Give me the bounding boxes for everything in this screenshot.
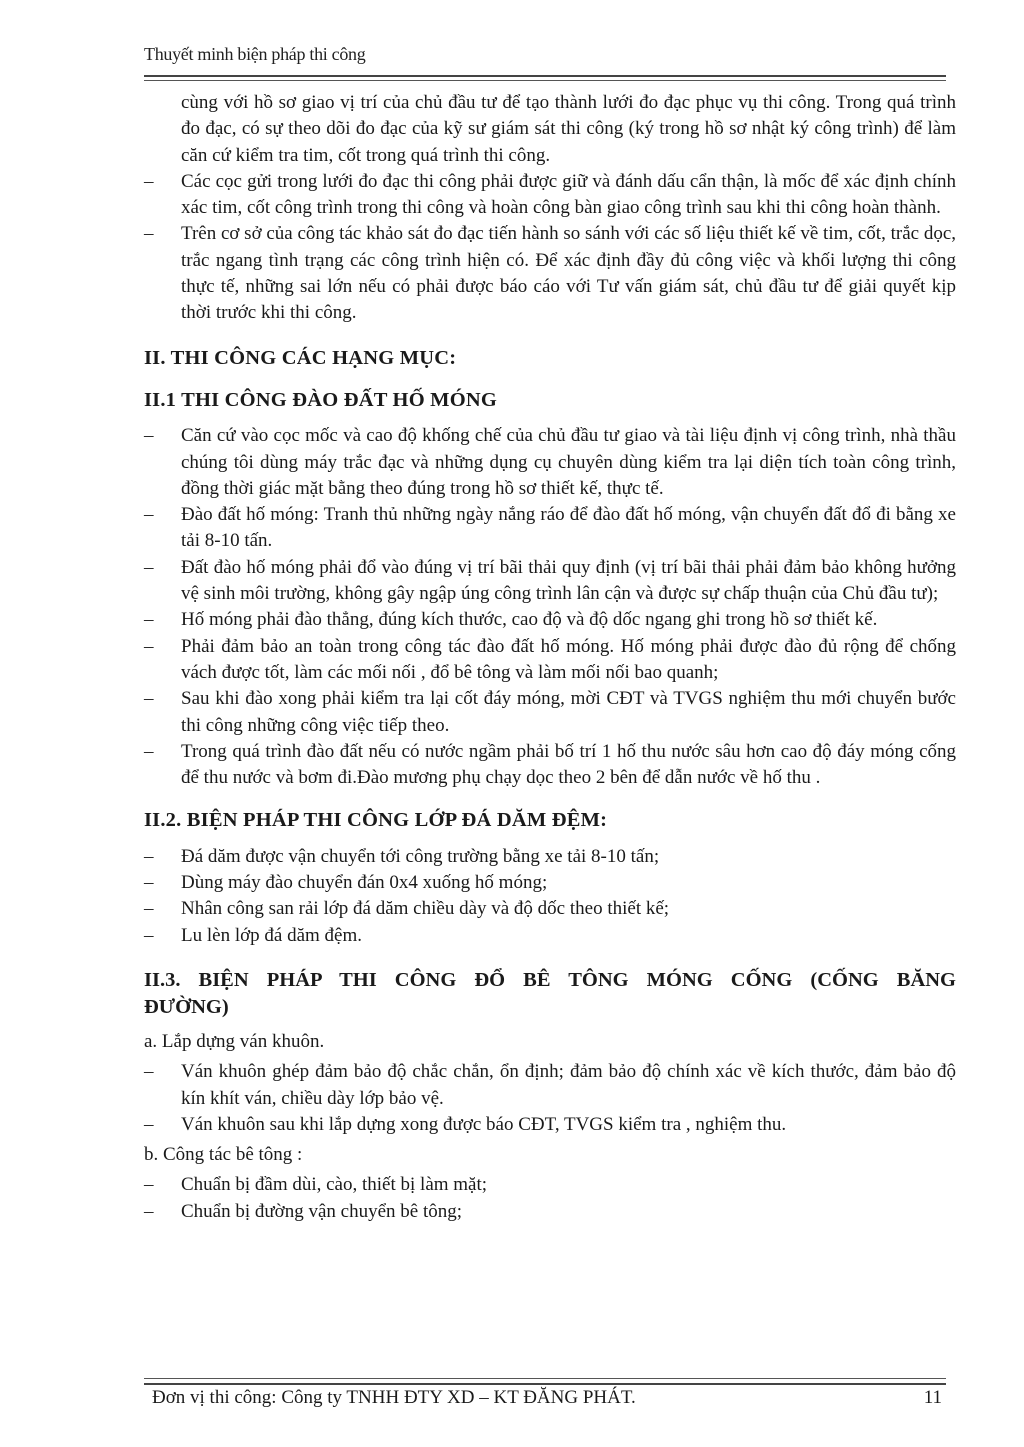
header-rule <box>144 75 946 77</box>
list-item: – Trong quá trình đào đất nếu có nước ngầm phải bố trí 1 hố thu nước sâu hơn cao độ đáy móng cống để thu nước và bơm đi.Đào mương phụ chạy dọc theo 2 bên để dẫn nước về hố thu . <box>144 740 956 789</box>
page-number: 11 <box>923 1387 942 1408</box>
list-item: – Nhân công san rải lớp đá dăm chiều dày và độ dốc theo thiết kế; <box>144 896 956 922</box>
bullet-dash: – <box>144 924 154 946</box>
document-body <box>144 90 956 1225</box>
section-heading: II.2. BIỆN PHÁP THI CÔNG LỚP ĐÁ DĂM ĐỆM: <box>144 809 608 832</box>
subsection-label: b. Công tác bê tông : <box>144 1144 303 1166</box>
intro-paragraph: cùng với hồ sơ giao vị trí của chủ đầu tư để tạo thành lưới đo đạc phục vụ thi công. Trong quá trình đo đạc, có sự theo dõi đo đạc của kỹ sư giám sát thi công (ký trong hồ sơ nhật ký công trình) để làm căn cứ kiểm tra tim, cốt trong quá trình thi công. <box>181 92 956 166</box>
bullet-dash: – <box>144 425 154 447</box>
list-item: – Chuẩn bị đầm dùi, cào, thiết bị làm mặt; <box>144 1172 956 1198</box>
list-item: – Sau khi đào xong phải kiểm tra lại cốt đáy móng, mời CĐT và TVGS nghiệm thu mới chuyển bước thi công những công việc tiếp theo. <box>144 688 956 736</box>
bullet-dash: – <box>144 740 154 762</box>
bullet-dash: – <box>144 688 154 710</box>
list-item: – Đào đất hố móng: Tranh thủ những ngày nắng ráo để đào đất hố móng, vận chuyển đất đổ đi bằng xe tải 8-10 tấn. <box>144 504 956 552</box>
bullet-dash: – <box>144 556 154 578</box>
section-heading: II.1 THI CÔNG ĐÀO ĐẤT HỐ MÓNG <box>144 388 498 411</box>
list-item: – Ván khuôn ghép đảm bảo độ chắc chắn, ổn định; đảm bảo độ chính xác về kích thước, đảm bảo độ kín khít ván, chiều dày lớp bảo vệ. <box>144 1061 956 1109</box>
bullet-dash: – <box>144 898 154 920</box>
bullet-dash: – <box>144 845 154 867</box>
bullet-dash: – <box>144 1200 154 1222</box>
list-item: – Đất đào hố móng phải đổ vào đúng vị trí bãi thải quy định (vị trí bãi thải phải đảm bảo không hưởng vệ sinh môi trường, không gây ngập úng công trình lân cận và được sự chấp thuận của Chủ đầu tư); <box>144 556 956 605</box>
bullet-dash: – <box>144 223 154 245</box>
header-title: Thuyết minh biện pháp thi công <box>144 44 366 64</box>
footer-rule <box>144 1383 946 1385</box>
section-heading: II. THI CÔNG CÁC HẠNG MỤC: <box>144 346 457 369</box>
list-item: – Hố móng phải đào thẳng, đúng kích thước, cao độ và độ dốc ngang ghi trong hồ sơ thiết kế. <box>144 607 956 633</box>
bullet-dash: – <box>144 504 154 526</box>
list-item: – Căn cứ vào cọc mốc và cao độ khống chế của chủ đầu tư giao và tài liệu định vị công trình, nhà thầu chúng tôi dùng máy trắc đạc và những dụng cụ chuyên dùng kiểm tra lại diện tích toàn công trình, đồng thời giác mặt bằng theo đúng trong hồ sơ thiết kế, thực tế. <box>144 425 956 499</box>
header-rule-thin <box>144 80 946 81</box>
bullet-dash: – <box>144 609 154 631</box>
bullet-dash: – <box>144 872 154 894</box>
subsection-label: a. Lắp dựng ván khuôn. <box>144 1030 325 1052</box>
footer-company: Đơn vị thi công: Công ty TNHH ĐTY XD – KT ĐĂNG PHÁT. <box>152 1387 636 1408</box>
bullet-dash: – <box>144 635 154 657</box>
bullet-dash: – <box>144 1174 154 1196</box>
bullet-dash: – <box>144 170 154 192</box>
bullet-dash: – <box>144 1113 154 1135</box>
list-item: – Dùng máy đào chuyển đán 0x4 xuống hố móng; <box>144 870 956 896</box>
bullet-dash: – <box>144 1061 154 1083</box>
list-item: – Ván khuôn sau khi lắp dựng xong được báo CĐT, TVGS kiểm tra , nghiệm thu. <box>144 1112 956 1138</box>
section-heading: II.3. BIỆN PHÁP THI CÔNG ĐỔ BÊ TÔNG MÓNG CỐNG (CỐNG BĂNG ĐƯỜNG) <box>144 968 956 1018</box>
list-item: – Đá dăm được vận chuyển tới công trường bằng xe tải 8-10 tấn; <box>144 844 956 870</box>
list-item: – Chuẩn bị đường vận chuyển bê tông; <box>144 1199 956 1225</box>
footer-rule-thin <box>144 1378 946 1379</box>
list-item: – Lu lèn lớp đá dăm đệm. <box>144 923 956 949</box>
list-item: – Các cọc gửi trong lưới đo đạc thi công phải được giữ và đánh dấu cẩn thận, là mốc để xác định chính xác tim, cốt công trình trong thi công và hoàn công bàn giao công trình sau khi thi công hoàn thành. <box>144 170 956 219</box>
list-item: – Phải đảm bảo an toàn trong công tác đào đất hố móng. Hố móng phải được đào đủ rộng để chống vách được tốt, làm các mối nối , đổ bê tông và làm mối nối bao quanh; <box>144 635 956 683</box>
list-item: – Trên cơ sở của công tác khảo sát đo đạc tiến hành so sánh với các số liệu thiết kế về tim, cốt, trắc dọc, trắc ngang tình trạng các công trình hiện có. Để xác định đầy đủ công việc và khối lượng thi công thực tế, những sai lớn nếu có phải được báo cáo với Tư vấn giám sát, chủ đầu tư để giải quyết kịp thời trước khi thi công. <box>144 223 956 324</box>
